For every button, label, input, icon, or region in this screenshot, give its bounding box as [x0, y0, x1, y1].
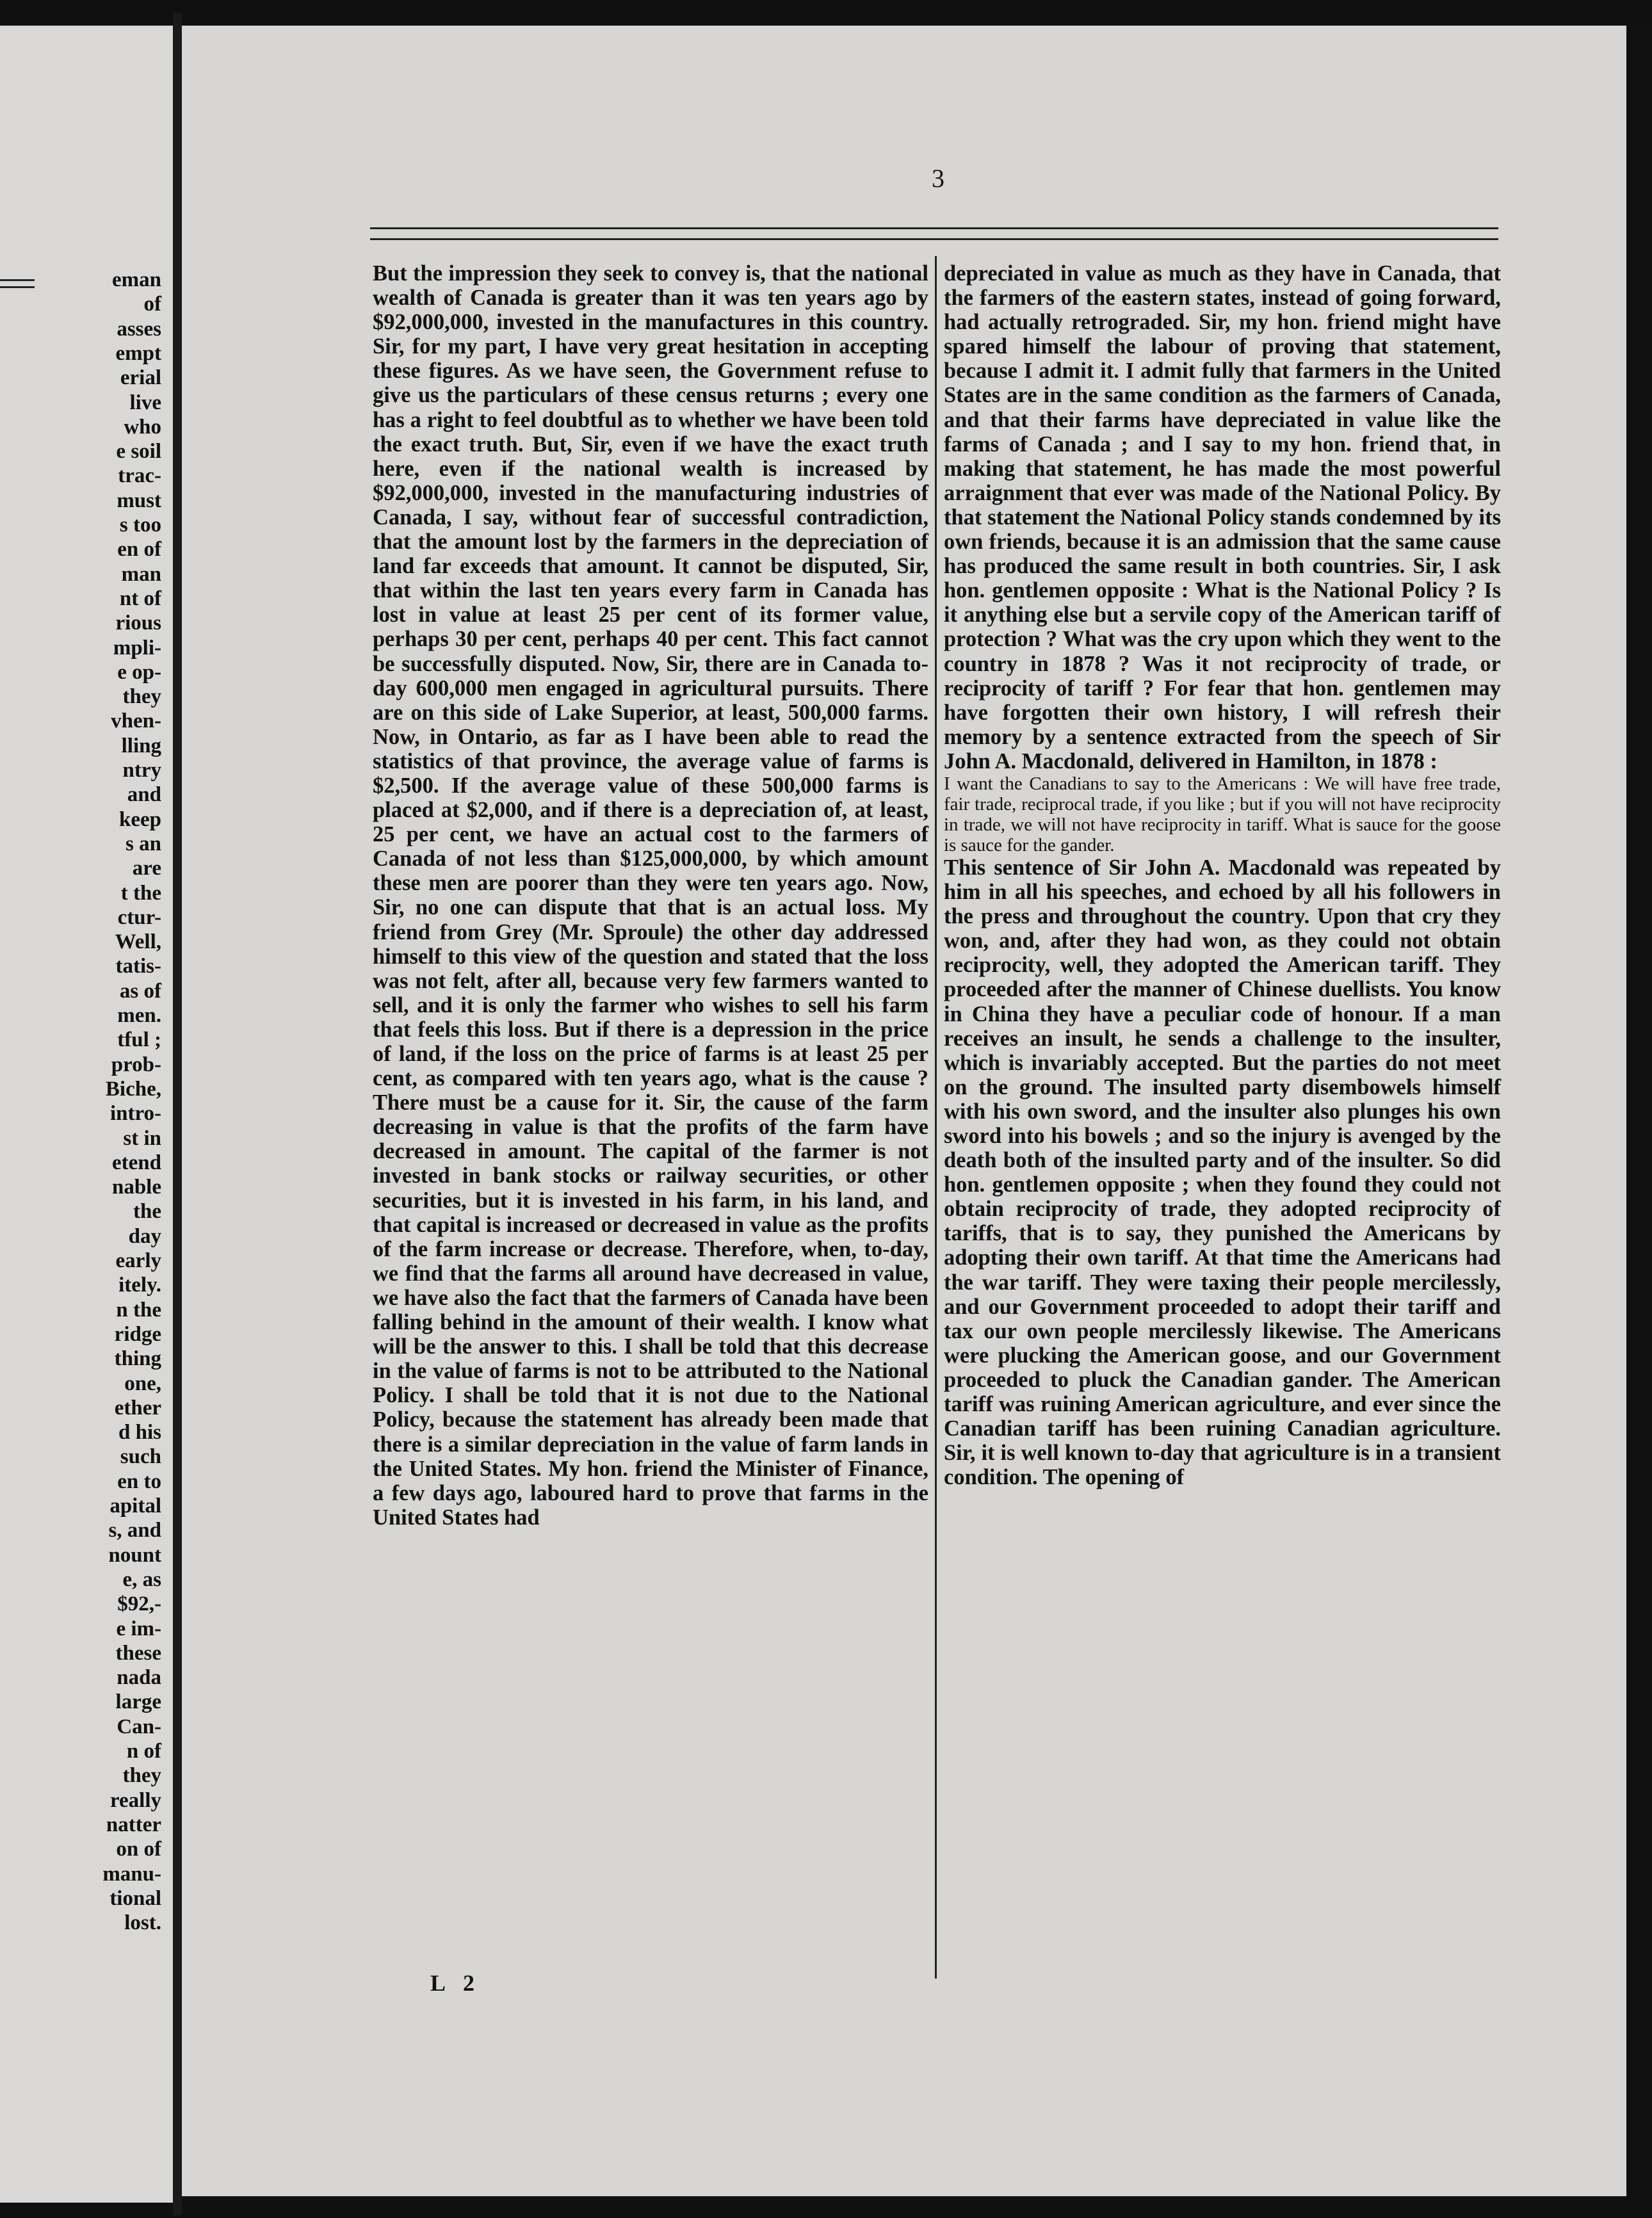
page-gutter [173, 13, 182, 2215]
facing-page-line: etend [112, 1151, 161, 1174]
facing-page-line: are [132, 857, 161, 880]
facing-page-line: tful ; [117, 1028, 161, 1052]
facing-page-line: keep [119, 807, 161, 831]
facing-page-line: man [121, 562, 161, 586]
facing-page-line: itely. [118, 1274, 161, 1297]
facing-page-line: s, and [108, 1519, 161, 1542]
facing-page-line: en to [117, 1469, 161, 1493]
facing-page-line: Biche, [105, 1077, 161, 1101]
facing-page-line: of [143, 293, 161, 316]
facing-page-line: en of [117, 538, 161, 562]
scan-edge [1626, 26, 1652, 2196]
facing-page-line: early [115, 1249, 161, 1272]
facing-page-line: the [133, 1200, 161, 1224]
facing-page-line: they [122, 685, 161, 709]
facing-page-line: rious [115, 611, 161, 635]
facing-page-line: day [128, 1224, 161, 1248]
text-column-left [373, 261, 928, 1530]
facing-page-line: nada [117, 1666, 161, 1690]
facing-page-line: lling [121, 734, 161, 757]
facing-page-line: tatis- [115, 955, 161, 978]
facing-page-line: as of [119, 979, 161, 1003]
facing-page-line: st in [123, 1126, 161, 1150]
page-number: 3 [932, 164, 944, 193]
facing-page-line: Can- [117, 1715, 161, 1738]
facing-page-line: n the [116, 1298, 161, 1322]
facing-page-line: such [120, 1445, 161, 1469]
facing-page-line: ntry [122, 759, 161, 782]
facing-page-line: natter [106, 1813, 161, 1836]
facing-page-fragment [0, 26, 173, 2203]
facing-page-line: Well, [115, 930, 161, 954]
facing-page-line: s an [126, 832, 161, 855]
block-quote: I want the Canadians to say to the Americans : We will have free trade, fair trade, reciprocal trade, if you like ; but if you will not have reciprocity in trade, we will not have reciprocity in tariff. What is sauce for the goose is sauce for the gander. [944, 773, 1501, 855]
facing-page-line: nt of [119, 587, 161, 610]
facing-page-line: must [117, 489, 161, 512]
facing-page-line: apital [109, 1494, 161, 1518]
facing-page-line: tional [109, 1886, 161, 1910]
facing-page-line: eman [112, 268, 161, 291]
body-paragraph: But the impression they seek to convey is, that the national wealth of Canada is greater than it was ten years ago by $92,000,000, invested in the manufactures in this country. Sir, for my part, I have very great hesitation in accepting these figures. As we have seen, the Government refuse to give us the particulars of these census returns ; every one has a right to feel doubtful as to whether we have been told the exact truth. But, Sir, even if we have the exact truth here, even if the national wealth is increased by $92,000,000, invested in the manufacturing industries of Canada, I say, without fear of successful contradiction, that the amount lost by the farmers in the depreciation of land far exceeds that amount. It cannot be disputed, Sir, that within the last ten years every farm in Canada has lost in value at least 25 per cent of its former value, perhaps 30 per cent, perhaps 40 per cent. This fact cannot be successfully disputed. Now, Sir, there are in Canada to-day 600,000 men engaged in agricultural pursuits. There are on this side of Lake Superior, at least, 500,000 farms. Now, in Ontario, as far as I have been able to read the statistics of that province, the average value of farms is $2,500. If the average value of these 500,000 farms is placed at $2,000, and if there is a depreciation of, at least, 25 per cent, we have an actual cost to the farmers of Canada of not less than $125,000,000, by which amount these men are poorer than they were ten years ago. Now, Sir, no one can dispute that that is an actual loss. My friend from Grey (Mr. Sproule) the other day addressed himself to this view of the question and stated that the loss was not felt, after all, because very few farmers wanted to sell, and it is only the farmer who wishes to sell his farm that feels this loss. But if there is a depression in the price of land, if the loss on the price of farms is at least 25 per cent, as compared with ten years ago, what is the cause ? There must be a cause for it. Sir, the cause of the farm decreasing in value is that the profits of the farm have decreased in amount. The capital of the farmer is not invested in bank stocks or railway securities, or other securities, but it is invested in his farm, in his land, and that capital is increased or decreased in value as the profits of the farm increase or decrease. Therefore, when, to-day, we find that the farms all around have decreased in value, we have also the fact that the farmers of Canada have been falling behind in the amount of their wealth. I know what will be the answer to this. I shall be told that this decrease in the value of farms is not to be attributed to the National Policy. I shall be told that it is not due to the National Policy, because the statement has already been made that there is a similar depreciation in the value of farm lands in the United States. My hon. friend the Minister of Finance, a few days ago, laboured hard to prove that farms in the United States had [373, 261, 928, 1530]
facing-page-line: mpli- [113, 636, 161, 660]
facing-page-line: vhen- [111, 709, 161, 733]
facing-page-line: e soil [116, 440, 161, 464]
facing-page-line: prob- [111, 1053, 161, 1076]
facing-page-line: on of [116, 1838, 161, 1861]
body-paragraph: depreciated in value as much as they have in Canada, that the farmers of the eastern states, instead of going forward, had actually retrograded. Sir, my hon. friend might have spared himself the labour of proving that statement, because I admit it. I admit fully that farmers in the United States are in the same condition as the farmers of Canada, and that their farms have depreciated in value like the farms of Canada ; and I say to my hon. friend that, in making that statement, he has made the most powerful arraignment that ever was made of the National Policy. By that statement the National Policy stands condemned by its own friends, because it is an admission that the same cause has produced the same result in both countries. Sir, I ask hon. gentlemen opposite : What is the National Policy ? Is it anything else but a servile copy of the American tariff of protection ? What was the cry upon which they went to the country in 1878 ? Was it not reciprocity of trade, or reciprocity of tariff ? For fear that hon. gentlemen may have forgotten their own history, I will refresh their memory by a sentence extracted from the speech of Sir John A. Macdonald, delivered in Hamilton, in 1878 : [944, 261, 1501, 773]
facing-page-line: thing [114, 1347, 161, 1371]
facing-page-line: ridge [114, 1322, 161, 1346]
facing-page-line: intro- [109, 1102, 161, 1126]
facing-page-line: they [122, 1764, 161, 1788]
facing-page-line: lost. [124, 1911, 161, 1935]
facing-page-line: t the [120, 881, 161, 905]
column-divider [935, 256, 937, 1979]
facing-page-line: n of [126, 1740, 161, 1763]
facing-page-line: ether [114, 1396, 161, 1420]
facing-page-line: live [129, 391, 161, 414]
facing-page-line: nable [111, 1176, 161, 1199]
facing-page-line: manu- [102, 1862, 161, 1886]
signature-mark: L 2 [430, 1970, 482, 1996]
facing-page-line: large [115, 1690, 161, 1714]
facing-page-line: erial [120, 366, 161, 390]
facing-page-line: ctur- [117, 905, 161, 929]
facing-page-line: who [124, 415, 161, 439]
body-paragraph: This sentence of Sir John A. Macdonald was repeated by him in all his speeches, and echoed by all his followers in the press and throughout the country. Upon that cry they won, and, after they had won, as they could not obtain reciprocity, well, they adopted the American tariff. They proceeded after the manner of Chinese duellists. You know in China they have a peculiar code of honour. If a man receives an insult, he sends a challenge to the insulter, which is invariably accepted. But the parties do not meet on the ground. The insulted party disembowels himself with his own sword, and the insulter also plunges his own sword into his bowels ; and so the injury is avenged by the death both of the insulted party and of the insulter. So did hon. gentlemen opposite ; when they found they could not obtain reciprocity of trade, they adopted reciprocity of tariffs, that is to say, they punished the Americans by adopting their own tariff. At that time the Americans had the war tariff. They were taxing their people mercilessly, and our Government proceeded to adopt their tariff and tax our own people mercilessly likewise. The Americans were plucking the American goose, and our Government proceeded to pluck the Canadian gander. The American tariff was ruining American agriculture, and ever since the Canadian tariff has been ruining Canadian agriculture. Sir, it is well known to-day that agriculture is in a transient condition. The opening of [944, 855, 1501, 1490]
facing-page-line: one, [124, 1372, 161, 1395]
facing-page-line: empt [115, 341, 161, 365]
header-double-rule [370, 227, 1498, 240]
facing-page-line: e im- [116, 1617, 161, 1640]
facing-page-line: s too [119, 514, 161, 537]
facing-page-line: these [115, 1641, 161, 1665]
facing-page-line: asses [117, 317, 161, 341]
facing-page-line: really [109, 1788, 161, 1812]
facing-page-line: d his [118, 1421, 161, 1445]
facing-page-line: e, as [122, 1567, 161, 1591]
facing-page-line: trac- [118, 464, 161, 488]
facing-page-line: nount [108, 1543, 161, 1567]
facing-page-line: and [127, 783, 161, 807]
text-column-right [944, 261, 1501, 1489]
facing-page-line: men. [117, 1004, 161, 1027]
facing-page-line: e op- [117, 660, 161, 684]
facing-page-line: $92,- [117, 1592, 161, 1616]
